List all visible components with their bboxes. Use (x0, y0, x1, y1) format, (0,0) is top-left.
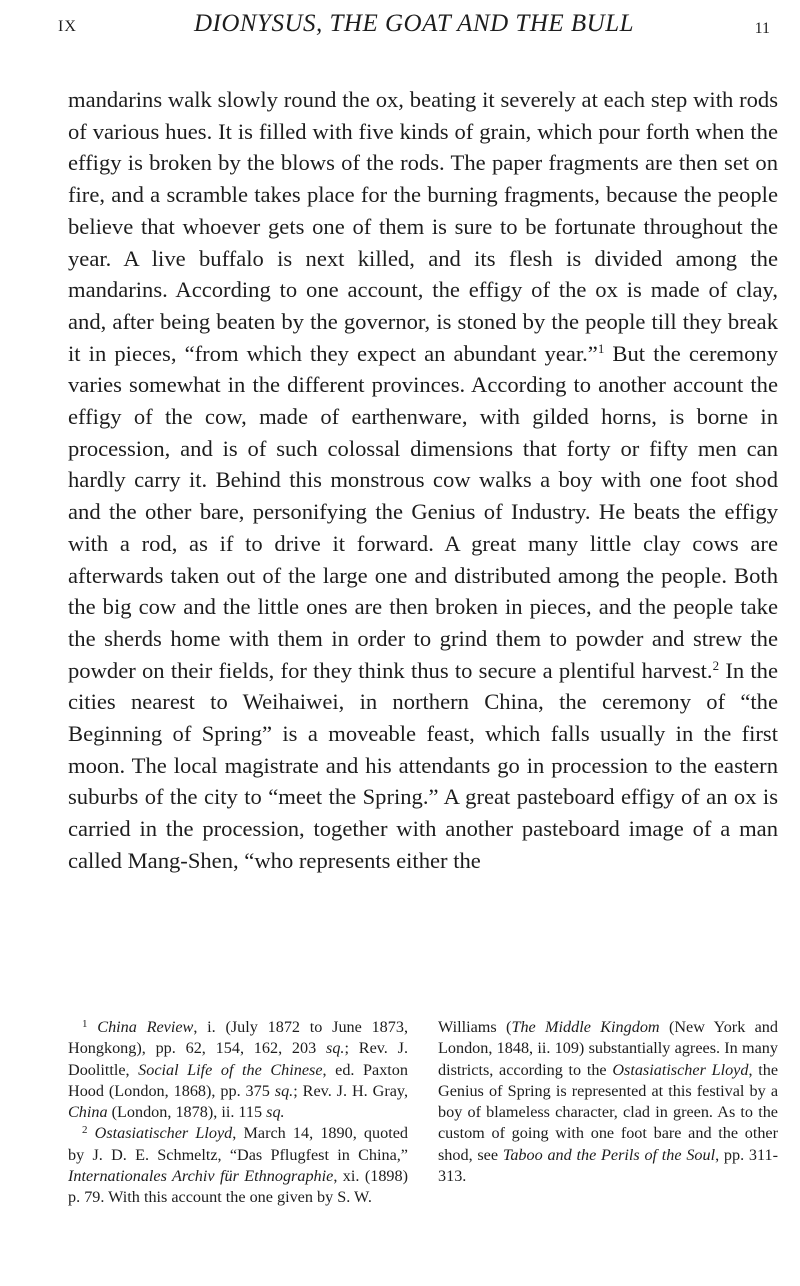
footnote-1: $^1$ China Review, i. (July 1872 to June 1873, Hongkong), pp. 62, 154, 162, 203 sq.; Rev. J. Doolittle, Social Life of the Chinese, ed. Paxton Hood (London, 1868), pp. 375 sq.; Rev. J. H. Gray, China (London, 1878), ii. 115 sq. (68, 1018, 409, 1122)
body-text-part-2: But the ceremony varies somewhat in the different provinces. According to another account the effigy of the cow, made of earthenware, with gilded horns, is borne in procession, and is of such colossal dimensions that forty or fifty men can hardly carry it. Behind this monstrous cow walks a boy with one foot shod and the other bare, personifying the Genius of Industry. He beats the effigy with a rod, as if to drive it forward. A great many little clay cows are afterwards taken out of the large one and distributed among the people. Both the big cow and the little ones are then broken in pieces, and the people take the sherds home with them in order to grind them to powder and strew the powder on their fields, for they think thus to secure a plentiful harvest. (68, 340, 778, 683)
page-number: 11 (754, 20, 770, 37)
main-text (68, 84, 778, 877)
body-paragraph (68, 84, 778, 877)
footnote-ref-1: 1 (597, 340, 605, 356)
footnote-ref-2: 2 (712, 657, 720, 673)
chapter-number: IX (58, 18, 77, 35)
footnote-1-mark: 1 (82, 1018, 88, 1030)
running-title: DIONYSUS, THE GOAT AND THE BULL (193, 10, 635, 37)
footnote-2-continued: Williams (The Middle Kingdom (New York and London, 1848, ii. 109) substantially agrees. In many districts, according to the Ostasiatischer Lloyd, the Genius of Spring is represented at this festival by a boy of blameless character, clad in green. As to the custom of going with one foot bare and the other shod, see Taboo and the Perils of the Soul, pp. 311-313. (438, 1018, 779, 1186)
running-header (58, 8, 770, 38)
body-text-part-1: mandarins walk slowly round the ox, beating it severely at each step with rods of various hues. It is filled with five kinds of grain, which pour forth when the effigy is broken by the blows of the rods. The paper fragments are then set on fire, and a scramble takes place for the burning fragments, because the people believe that whoever gets one of them is sure to be fortunate throughout the year. A live buffalo is next killed, and its flesh is divided among the mandarins. According to one account, the effigy of the ox is made of clay, and, after being beaten by the governor, is stoned by the people till they break it in pieces, “from which they expect an abundant year.” (68, 87, 778, 366)
footnote-2-start: $^2$ Ostasiatischer Lloyd, March 14, 1890, quoted by J. D. E. Schmeltz, “Das Pflugfest in China,” Internationales Archiv für Ethnographie, xi. (1898) p. 79. With this account the one given by S. W. (68, 1124, 408, 1207)
footnote-column-right (438, 1017, 778, 1209)
footnotes (68, 1017, 778, 1209)
body-text-part-3: In the cities nearest to Weihaiwei, in northern China, the ceremony of “the Beginning of Spring” is a moveable feast, which falls usually in the first moon. The local magistrate and his attendants go in procession to the eastern suburbs of the city to “meet the Spring.” A great pasteboard effigy of an ox is carried in the procession, together with another pasteboard image of a man called Mang-Shen, “who represents either the (68, 657, 778, 873)
footnote-column-left (68, 1017, 408, 1209)
footnote-2-mark: 2 (82, 1124, 88, 1137)
